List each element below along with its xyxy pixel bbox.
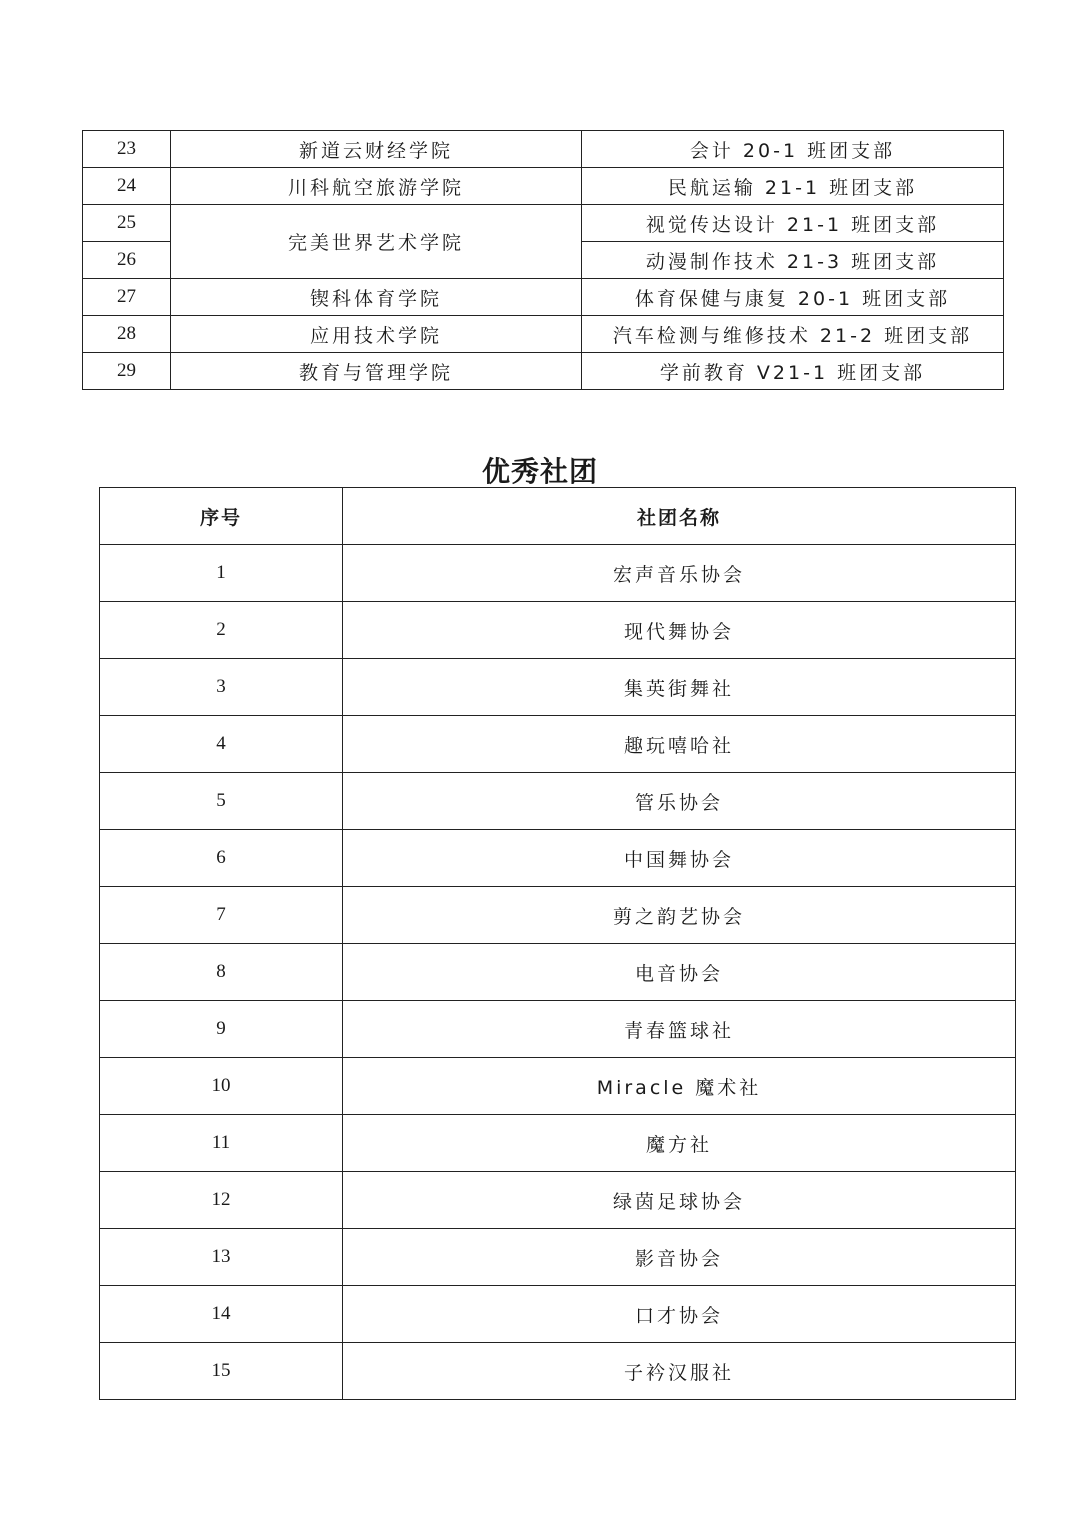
clubs-table bbox=[99, 487, 1016, 1400]
row-number: 12 bbox=[100, 1172, 343, 1229]
row-number: 29 bbox=[83, 353, 171, 390]
row-number: 4 bbox=[100, 716, 343, 773]
row-number: 5 bbox=[100, 773, 343, 830]
table-row bbox=[83, 131, 1004, 168]
table-row bbox=[100, 1172, 1016, 1229]
club-name: 绿茵足球协会 bbox=[343, 1172, 1016, 1229]
table-row bbox=[100, 1286, 1016, 1343]
table-row bbox=[100, 545, 1016, 602]
row-number: 2 bbox=[100, 602, 343, 659]
club-name: 口才协会 bbox=[343, 1286, 1016, 1343]
table-row bbox=[100, 1001, 1016, 1058]
row-number: 3 bbox=[100, 659, 343, 716]
club-name: 趣玩嘻哈社 bbox=[343, 716, 1016, 773]
row-number: 9 bbox=[100, 1001, 343, 1058]
branch-name: 汽车检测与维修技术 21-2 班团支部 bbox=[582, 316, 1004, 353]
table-header-row bbox=[100, 488, 1016, 545]
row-number: 27 bbox=[83, 279, 171, 316]
club-name: 宏声音乐协会 bbox=[343, 545, 1016, 602]
club-name: 影音协会 bbox=[343, 1229, 1016, 1286]
row-number: 10 bbox=[100, 1058, 343, 1115]
table-row bbox=[100, 1058, 1016, 1115]
club-name: 现代舞协会 bbox=[343, 602, 1016, 659]
table-row bbox=[100, 1229, 1016, 1286]
club-name: 青春篮球社 bbox=[343, 1001, 1016, 1058]
club-name: 剪之韵艺协会 bbox=[343, 887, 1016, 944]
row-number: 23 bbox=[83, 131, 171, 168]
section-title: 优秀社团 bbox=[481, 455, 598, 488]
club-name: 中国舞协会 bbox=[343, 830, 1016, 887]
header-club-name: 社团名称 bbox=[343, 488, 1016, 545]
branch-name: 动漫制作技术 21-3 班团支部 bbox=[582, 242, 1004, 279]
college-name: 教育与管理学院 bbox=[171, 353, 582, 390]
table-row bbox=[83, 168, 1004, 205]
row-number: 14 bbox=[100, 1286, 343, 1343]
table-row bbox=[100, 944, 1016, 1001]
branch-name: 视觉传达设计 21-1 班团支部 bbox=[582, 205, 1004, 242]
club-name: 电音协会 bbox=[343, 944, 1016, 1001]
table-row bbox=[83, 316, 1004, 353]
row-number: 15 bbox=[100, 1343, 343, 1400]
branch-name: 会计 20-1 班团支部 bbox=[582, 131, 1004, 168]
table-row bbox=[100, 1343, 1016, 1400]
row-number: 26 bbox=[83, 242, 171, 279]
branch-table bbox=[82, 130, 1004, 390]
header-number: 序号 bbox=[100, 488, 343, 545]
row-number: 24 bbox=[83, 168, 171, 205]
table-row bbox=[100, 602, 1016, 659]
row-number: 28 bbox=[83, 316, 171, 353]
row-number: 1 bbox=[100, 545, 343, 602]
table-row bbox=[83, 353, 1004, 390]
row-number: 25 bbox=[83, 205, 171, 242]
table-row bbox=[83, 205, 1004, 242]
row-number: 11 bbox=[100, 1115, 343, 1172]
table-row bbox=[83, 279, 1004, 316]
table-row bbox=[100, 887, 1016, 944]
college-name: 锲科体育学院 bbox=[171, 279, 582, 316]
branch-name: 体育保健与康复 20-1 班团支部 bbox=[582, 279, 1004, 316]
row-number: 6 bbox=[100, 830, 343, 887]
table-row bbox=[100, 773, 1016, 830]
college-name: 新道云财经学院 bbox=[171, 131, 582, 168]
college-name: 应用技术学院 bbox=[171, 316, 582, 353]
club-name: 魔方社 bbox=[343, 1115, 1016, 1172]
table-row bbox=[100, 716, 1016, 773]
row-number: 13 bbox=[100, 1229, 343, 1286]
college-name: 川科航空旅游学院 bbox=[171, 168, 582, 205]
club-name: 子衿汉服社 bbox=[343, 1343, 1016, 1400]
club-name: Miracle 魔术社 bbox=[343, 1058, 1016, 1115]
club-name: 管乐协会 bbox=[343, 773, 1016, 830]
table-row bbox=[100, 1115, 1016, 1172]
branch-name: 学前教育 V21-1 班团支部 bbox=[582, 353, 1004, 390]
club-name: 集英街舞社 bbox=[343, 659, 1016, 716]
row-number: 8 bbox=[100, 944, 343, 1001]
college-name: 完美世界艺术学院 bbox=[171, 205, 582, 279]
table-row bbox=[100, 659, 1016, 716]
row-number: 7 bbox=[100, 887, 343, 944]
branch-name: 民航运输 21-1 班团支部 bbox=[582, 168, 1004, 205]
table-row bbox=[100, 830, 1016, 887]
